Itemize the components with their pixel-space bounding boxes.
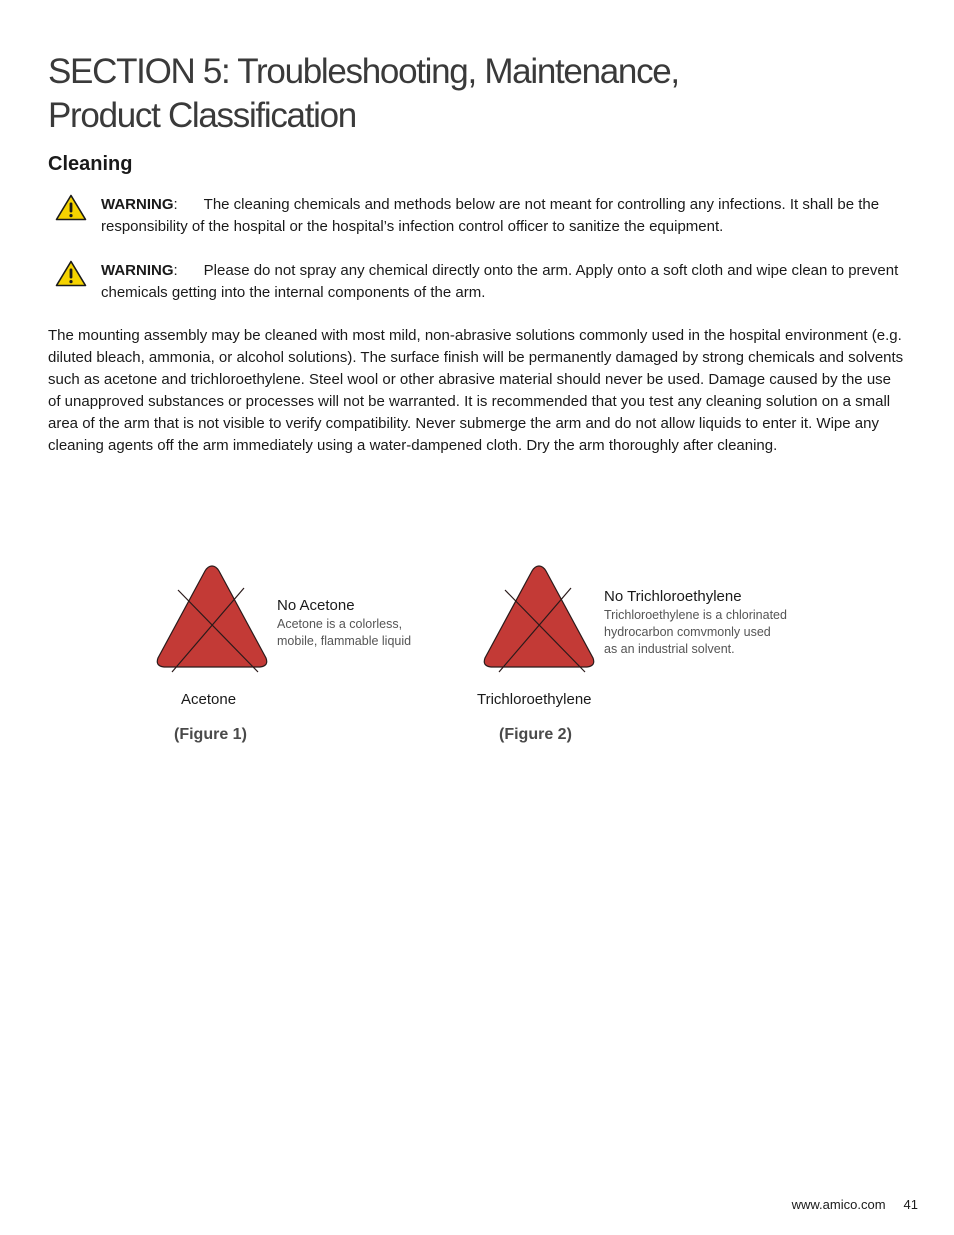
figure-title: No Trichloroethylene (604, 588, 742, 605)
figure-number: (Figure 1) (174, 726, 247, 743)
page-title (48, 50, 908, 138)
figure-title: No Acetone (277, 597, 355, 614)
figure-number: (Figure 2) (499, 726, 572, 743)
figure-description-line: hydrocarbon comvmonly used (604, 625, 771, 639)
page-number: 41 (903, 1197, 918, 1212)
warning-block-2 (55, 260, 905, 310)
chemical-label: Acetone (181, 691, 237, 708)
warning-text-1 (101, 194, 901, 238)
chemical-label: Trichloroethylene (477, 691, 592, 708)
warning-text-2 (101, 260, 901, 304)
warning-triangle-icon (55, 194, 87, 221)
figure-description-line: mobile, flammable liquid (277, 634, 412, 648)
figure-1 (150, 560, 510, 760)
figure-description (604, 607, 787, 658)
warning-block-1 (55, 194, 905, 244)
figure-description-line: as an industrial solvent. (604, 642, 735, 656)
warning-colon: : (173, 196, 178, 213)
prohibited-chemical-icon (477, 560, 601, 674)
page-title-line-2: Product Classification (48, 96, 356, 135)
figure-2 (477, 560, 837, 760)
page-footer (792, 1197, 918, 1212)
warning-label: WARNING (101, 262, 174, 279)
warning-triangle-icon (55, 260, 87, 287)
warning-message: The cleaning chemicals and methods below are not meant for controlling any infections. It shall be the responsibility of the hospital or the hospital’s infection control officer to sanitize the equipment. (101, 196, 880, 235)
figure-description (277, 616, 411, 650)
prohibited-chemical-icon (150, 560, 274, 674)
figure-description-line: Acetone is a colorless, (277, 617, 403, 631)
figure-description-line: Trichloroethylene is a chlorinated (604, 608, 787, 622)
page-title-line-1: SECTION 5: Troubleshooting, Maintenance, (48, 52, 679, 91)
cleaning-instructions-paragraph: The mounting assembly may be cleaned with most mild, non-abrasive solutions commonly used in the hospital environment (e.g. diluted bleach, ammonia, or alcohol solutions). The surface finish will be permanently damaged by strong chemicals and solvents such as acetone and trichloroethylene. Steel wool or other abrasive material should never be used. Damage caused by the use of unapproved substances or processes will not be warranted. It is recommended that you test any cleaning solution on a small area of the arm that is not visible to verify compatibility. Never submerge the arm and do not allow liquids to enter it. Wipe any cleaning agents off the arm immediately using a water-dampened cloth. Dry the arm thoroughly after cleaning. (48, 327, 904, 454)
warning-colon: : (173, 262, 178, 279)
section-heading-cleaning: Cleaning (48, 153, 133, 175)
warning-message: Please do not spray any chemical directly onto the arm. Apply onto a soft cloth and wipe clean to prevent chemicals getting into the internal components of the arm. (101, 262, 899, 301)
footer-website: www.amico.com (791, 1197, 886, 1212)
warning-label: WARNING (101, 196, 174, 213)
